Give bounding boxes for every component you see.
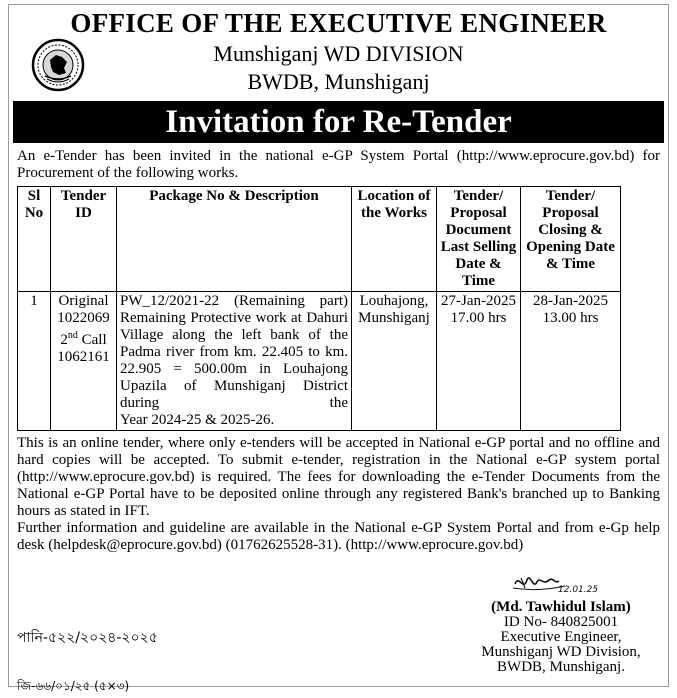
selling-date: 27-Jan-2025 <box>441 293 516 309</box>
signatory-division: Munshiganj WD Division, <box>481 644 641 660</box>
signatory-block <box>456 600 666 675</box>
signature-date: 12.01.25 <box>558 585 599 595</box>
tender-original-id: 1022069 <box>57 310 110 326</box>
selling-time: 17.00 hrs <box>450 310 507 326</box>
contact-paragraph: Further information and guideline are available in the National e-GP System Portal and from e-Gp help desk (helpdesk@eprocure.gov.bd) (01762625528-31). (http://www.eprocure.gov.bd) <box>17 520 660 553</box>
terms-paragraph: This is an online tender, where only e-tenders will be accepted in National e-GP portal and no offline and hard copies will be accepted. To submit e-tender, registration in the National e-GP system portal (http://www.eprocure.gov.bd) is required. The fees for downloading the e-Tender Documents from the National e-GP Portal have to be deposited online through any registered Bank's branched up to Banking hours as stated in IFT. <box>17 435 660 519</box>
signatory-id: ID No- 840825001 <box>503 614 619 630</box>
header-closing: Tender/ Proposal Closing & Opening Date & Time <box>521 187 621 292</box>
terms-text <box>17 435 660 554</box>
tender-call-number: 2 <box>60 332 68 348</box>
tender-call-id: 1062161 <box>57 349 110 365</box>
office-title: OFFICE OF THE EXECUTIVE ENGINEER <box>70 8 607 38</box>
cell-package <box>117 292 352 431</box>
signatory-designation: Executive Engineer, <box>500 629 622 645</box>
signatory-organization: BWDB, Munshiganj. <box>497 659 625 675</box>
table-header-row <box>18 187 621 292</box>
tender-original-label: Original <box>58 293 109 309</box>
tender-call-suffix: nd <box>67 330 78 341</box>
table-row <box>18 292 621 431</box>
intro-paragraph: An e-Tender has been invited in the national e-GP System Portal (http://www.eprocure.gov.bd) for Procurement of the following works. <box>17 148 660 181</box>
header-location: Location of the Works <box>352 187 437 292</box>
closing-time: 13.00 hrs <box>542 310 599 326</box>
cell-tender-id <box>51 292 117 431</box>
header-selling: Tender/ Proposal Document Last Selling Date & Time <box>437 187 521 292</box>
signature-image <box>509 568 599 598</box>
tender-notice-page <box>8 4 669 693</box>
memo-reference-1: পানি-৫২২/২০২৪-২০২৫ <box>17 630 158 646</box>
header-sl: Sl No <box>18 187 51 292</box>
cell-location: Louhajong, Munshiganj <box>352 292 437 431</box>
tender-call-label: Call <box>81 332 107 348</box>
organization-name: BWDB, Munshiganj <box>247 69 430 94</box>
cell-sl: 1 <box>18 292 51 431</box>
signatory-name: (Md. Tawhidul Islam) <box>491 599 631 615</box>
notice-header <box>9 5 668 97</box>
division-name: Munshiganj WD DIVISION <box>213 41 464 66</box>
tender-call <box>54 327 113 349</box>
header-tender-id: Tender ID <box>51 187 117 292</box>
memo-reference-2: জি-৬৬/০১/২৫ (৫×৩) <box>17 679 130 693</box>
header-package: Package No & Description <box>117 187 352 292</box>
closing-date: 28-Jan-2025 <box>533 293 608 309</box>
notice-footer <box>9 554 668 694</box>
notice-banner: Invitation for Re-Tender <box>13 101 664 143</box>
cell-selling <box>437 292 521 431</box>
cell-closing <box>521 292 621 431</box>
package-description: PW_12/2021-22 (Remaining part) Remaining Protective work at Dahuri Village along the left bank of the Padma river from km. 22.405 to km. 22.905 = 500.00m in Louhajong Upazila of Munshiganj District during the <box>120 293 348 411</box>
tender-table <box>17 186 621 431</box>
package-description-last-line: Year 2024-25 & 2025-26. <box>120 412 275 428</box>
